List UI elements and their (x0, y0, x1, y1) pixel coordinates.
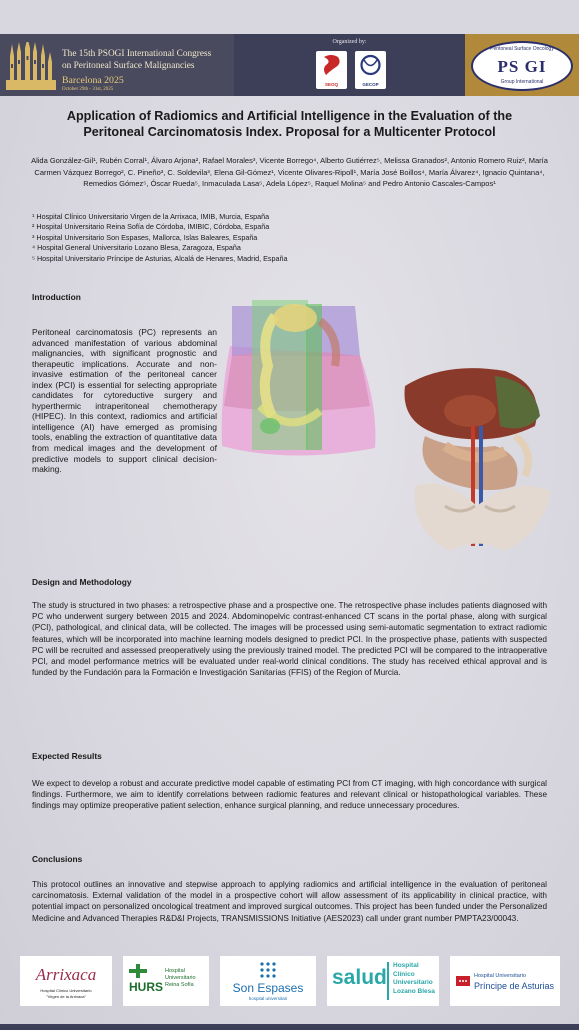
affiliations (32, 212, 287, 264)
introduction-text: Peritoneal carcinomatosis (PC) represents an advanced manifestation of various abdominal malignancies, with significant prognostic and therapeutic implications. Accurate and non-invasive estimation of the peritoneal cancer index (PCI) is essential for selecting appropriate candidates for cytoreductive surgery and hyperthermic intraperitoneal chemotherapy (HIPEC). In this context, radiomics and artificial intelligence (AI) have emerged as promising tools, enabling the extraction of quantitative data from medical images and the development of predictive models to support clinical decision-making. (32, 327, 217, 475)
gecop-emblem-icon (355, 51, 386, 79)
hospital-logos (20, 956, 560, 1006)
hurs-emblem-icon (129, 964, 147, 978)
affiliation-2: ² Hospital Universitario Reina Sofía de Córdoba, IMIBIC, Córdoba, España (32, 222, 270, 232)
hurs-caption (165, 968, 196, 989)
title-line-2: Peritoneal Carcinomatosis Index. Proposal for a Multicenter Protocol (83, 125, 496, 139)
results-heading: Expected Results (32, 751, 102, 761)
arrixaca-sub1: Hospital Clínico Universitario (40, 988, 92, 993)
arrixaca-wordmark: Arrixaca (35, 965, 97, 984)
affiliation-3: ³ Hospital Universitario Son Espases, Mallorca, Islas Baleares, España (32, 232, 258, 242)
comunidad-madrid-icon (456, 976, 470, 986)
hurs-logo (123, 956, 209, 1006)
anatomy-3d-figure (385, 356, 570, 560)
son-espases-dots-icon (259, 961, 277, 979)
affiliation-4: ⁴ Hospital General Universitario Lozano Blesa, Zaragoza, España (32, 243, 241, 253)
principe-line2: Príncipe de Asturias (474, 981, 555, 991)
sagrada-familia-icon (6, 42, 56, 90)
affiliation-1: ¹ Hospital Clínico Universitario Virgen de la Arrixaca, IMIB, Murcia, España (32, 212, 270, 221)
congress-banner (0, 34, 234, 96)
hurs-sub3: Reina Sofía (165, 982, 194, 988)
conclusions-text: This protocol outlines an innovative and stepwise approach to applying radiomics and artificial intelligence in the evaluation of peritoneal carcinomatosis. External validation of the model in a prospective cohort will allow assessment of its applicability in clinical practice, with potential impact on personalized oncological treatment and improved surgical outcomes. This project has been funded under the Personalized Medicine and Advanced Therapies R&D&I Projects, TRANSMISSIONS Initiative (AES2023) call under grant number PMPTA23/00043. (32, 880, 547, 923)
congress-title-line1: The 15th PSOGI International Congress (62, 49, 212, 59)
lozano-h2: Clínico (393, 970, 415, 978)
psogi-logo (471, 41, 573, 91)
lozano-blesa-logo (327, 956, 439, 1006)
congress-title-line2: on Peritoneal Surface Malignancies (62, 61, 195, 71)
son-espases-sub: hospital universitari (248, 996, 288, 1001)
footer-band (0, 1024, 579, 1030)
design-heading: Design and Methodology (32, 577, 132, 587)
lozano-h1: Hospital (393, 962, 419, 969)
gecop-label: GECOP (362, 82, 379, 87)
seoq-logo (316, 51, 347, 89)
hurs-wordmark: HURS (129, 980, 164, 994)
logo-divider (387, 962, 389, 1000)
gecop-logo (355, 51, 386, 89)
son-espases-wordmark: Son Espases (232, 981, 304, 995)
salud-wordmark: salud (332, 966, 387, 989)
psogi-arc-bottom: Group International (500, 79, 544, 85)
poster-title (10, 108, 569, 140)
organizers-banner (234, 34, 465, 96)
poster-header (0, 34, 579, 96)
psogi-arc-top: Peritoneal Surface Oncology (490, 46, 554, 52)
title-line-1: Application of Radiomics and Artificial Intelligence in the Evaluation of the (66, 109, 513, 123)
seoq-label: SEOQ (324, 82, 338, 87)
lozano-h4: Lozano Blesa (393, 987, 435, 995)
lozano-blesa-caption (393, 962, 435, 996)
arrixaca-sub2: "Virgen de la Arrixaca" (46, 994, 86, 999)
congress-city: Barcelona 2025 (62, 75, 124, 86)
introduction-heading: Introduction (32, 292, 81, 302)
principe-asturias-logo (450, 956, 560, 1006)
affiliation-5: ⁵ Hospital Universitario Príncipe de Asturias, Alcalá de Henares, Madrid, España (32, 253, 288, 263)
author-list: Alida González-Gil¹, Rubén Corral¹, Álvaro Arjona², Rafael Morales³, Vicente Borrego⁴, Alberto Gutiérrez⁵, Melissa Granados², Antonio Romero Ruiz², María Carmen Vázquez Borrego², C. Pineño³, C. Soldevila³, Elena Gil-Gómez¹, Vicente Olivares-Ripoll¹, María José Boillos⁴, María Álvarez⁴, Ignacio Quintana⁴, Remedios Gómez⁵, Óscar Rueda⁵, Inmaculada Lasa⁵, Adela López⁵, Raquel Molina⁵ and Pedro Antonio Cascales-Campos¹ (31, 156, 548, 188)
hurs-sub2: Universitario (165, 975, 196, 981)
organized-by-label: Organized by: (332, 39, 367, 45)
design-text: The study is structured in two phases: a retrospective phase and a prospective one. The retrospective phase includes patients diagnosed with PC who underwent surgery between 2015 and 2024. Abdominopelvic contrast-enhanced CT scans in the portal phase, along with surgical (PCI), pathological, and clinical data, will be collected. The images will be processed using semi-automatic segmentation to extract radiomic features, which will be incorporated into machine learning models designed to predict PCI. In the prospective phase, patients with suspected PC will be recruited and assessed preoperatively using the previously trained model. The predicted PCI will be compared to the intraoperative PCI, and model performance metrics will be evaluated under real-world clinical conditions. The study has received ethical approval and is funded by the Fundación para la Formación e Investigación Sanitarias (FFIS) of the Region of Murcia. (32, 601, 547, 678)
principe-line1: Hospital Universitario (474, 973, 526, 979)
lozano-h3: Universitario (393, 979, 433, 986)
son-espases-logo (220, 956, 316, 1006)
conclusions-heading: Conclusions (32, 854, 83, 864)
psogi-letters: PS GI (497, 57, 547, 76)
seoq-emblem-icon (316, 51, 347, 79)
results-text: We expect to develop a robust and accurate predictive model capable of estimating PCI from CT imaging, with high concordance with surgical findings. Furthermore, we aim to identify correlations between radiomic features and relevant clinical or histopathological variables. These findings may optimize preoperative patient selection, enhance surgical planning, and reduce unnecessary procedures. (32, 779, 547, 811)
congress-dates: October 29th - 31st, 2025 (62, 87, 114, 92)
hurs-sub1: Hospital (165, 968, 185, 974)
segmentation-3d-figure (200, 296, 380, 456)
psogi-banner (465, 34, 579, 96)
arrixaca-logo (20, 956, 112, 1006)
